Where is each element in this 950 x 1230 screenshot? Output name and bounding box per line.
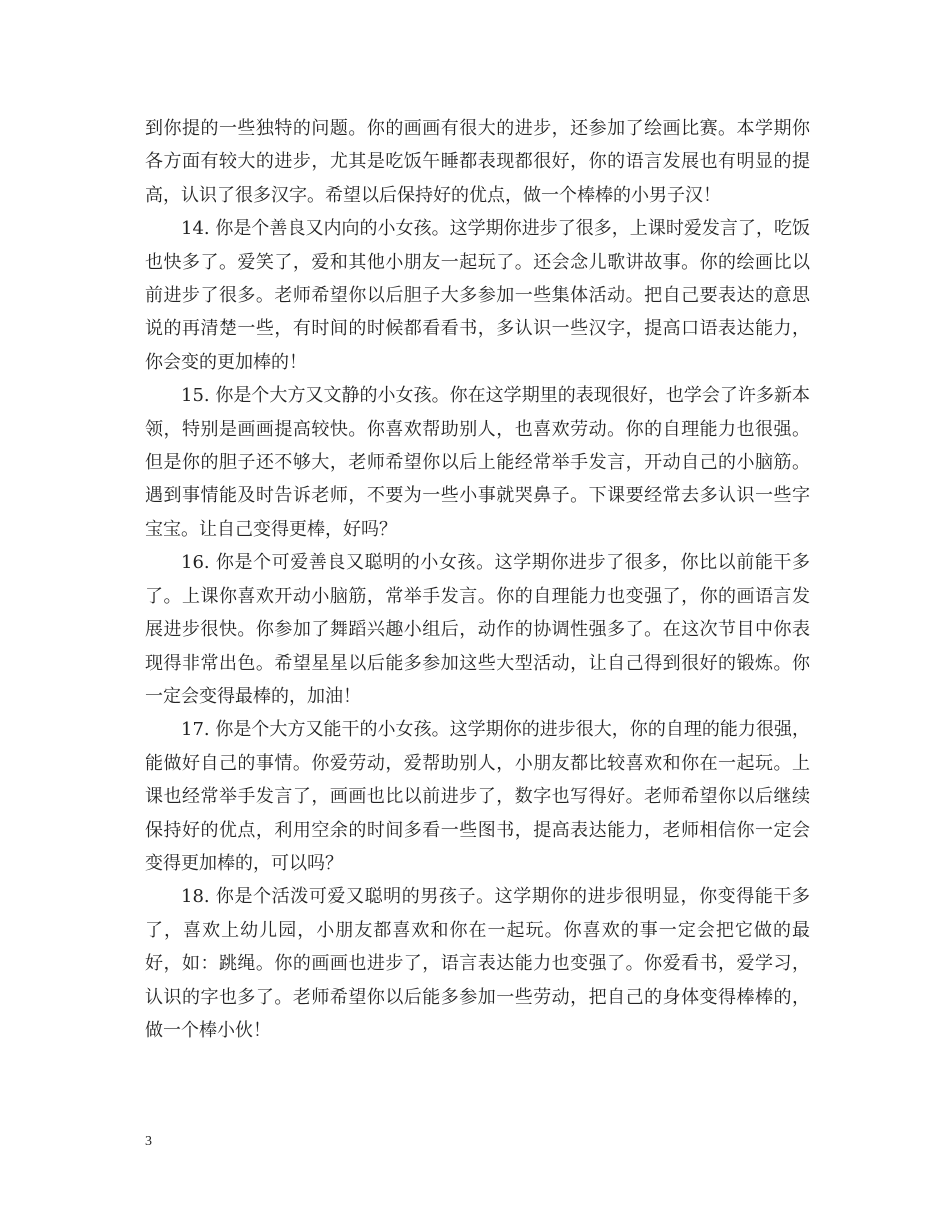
paragraph-item-16: 16. 你是个可爱善良又聪明的小女孩。这学期你进步了很多，你比以前能干多了。上课你喜欢开动小脑筋，常举手发言。你的自理能力也变强了，你的画语言发展进步很快。你参加了舞蹈兴趣小组后，动作的协调性强多了。在这次节目中你表现得非常出色。希望星星以后能多参加这些大型活动，让自己得到很好的锻炼。你一定会变得最棒的，加油！ [145, 552, 810, 707]
paragraph-item-15: 15. 你是个大方又文静的小女孩。你在这学期里的表现很好，也学会了许多新本领，特别是画画提高较快。你喜欢帮助别人，也喜欢劳动。你的自理能力也很强。但是你的胆子还不够大，老师希望你以后上能经常举手发言，开动自己的小脑筋。遇到事情能及时告诉老师，不要为一些小事就哭鼻子。下课要经常去多认识一些字宝宝。让自己变得更棒，好吗？ [145, 385, 810, 540]
paragraph-continued: 到你提的一些独特的问题。你的画画有很大的进步，还参加了绘画比赛。本学期你各方面有较大的进步，尤其是吃饭午睡都表现都很好，你的语言发展也有明显的提高，认识了很多汉字。希望以后保持好的优点，做一个棒棒的小男子汉！ [145, 118, 810, 206]
paragraph-item-14: 14. 你是个善良又内向的小女孩。这学期你进步了很多，上课时爱发言了，吃饭也快多了。爱笑了，爱和其他小朋友一起玩了。还会念儿歌讲故事。你的绘画比以前进步了很多。老师希望你以后胆子大多参加一些集体活动。把自己要表达的意思说的再清楚一些，有时间的时候都看看书，多认识一些汉字，提高口语表达能力，你会变的更加棒的！ [145, 218, 810, 373]
paragraph-item-17: 17. 你是个大方又能干的小女孩。这学期你的进步很大，你的自理的能力很强，能做好自己的事情。你爱劳动，爱帮助别人，小朋友都比较喜欢和你在一起玩。上课也经常举手发言了，画画也比以前进步了，数字也写得好。老师希望你以后继续保持好的优点，利用空余的时间多看一些图书，提高表达能力，老师相信你一定会变得更加棒的，可以吗？ [145, 719, 810, 874]
paragraph-item-18: 18. 你是个活泼可爱又聪明的男孩子。这学期你的进步很明显，你变得能干多了，喜欢上幼儿园，小朋友都喜欢和你在一起玩。你喜欢的事一定会把它做的最好，如：跳绳。你的画画也进步了，语言表达能力也变强了。你爱看书，爱学习，认识的字也多了。老师希望你以后能多参加一些劳动，把自己的身体变得棒棒的，做一个棒小伙！ [145, 886, 810, 1041]
document-body [145, 112, 810, 1047]
page-number: 3 [145, 1134, 152, 1149]
